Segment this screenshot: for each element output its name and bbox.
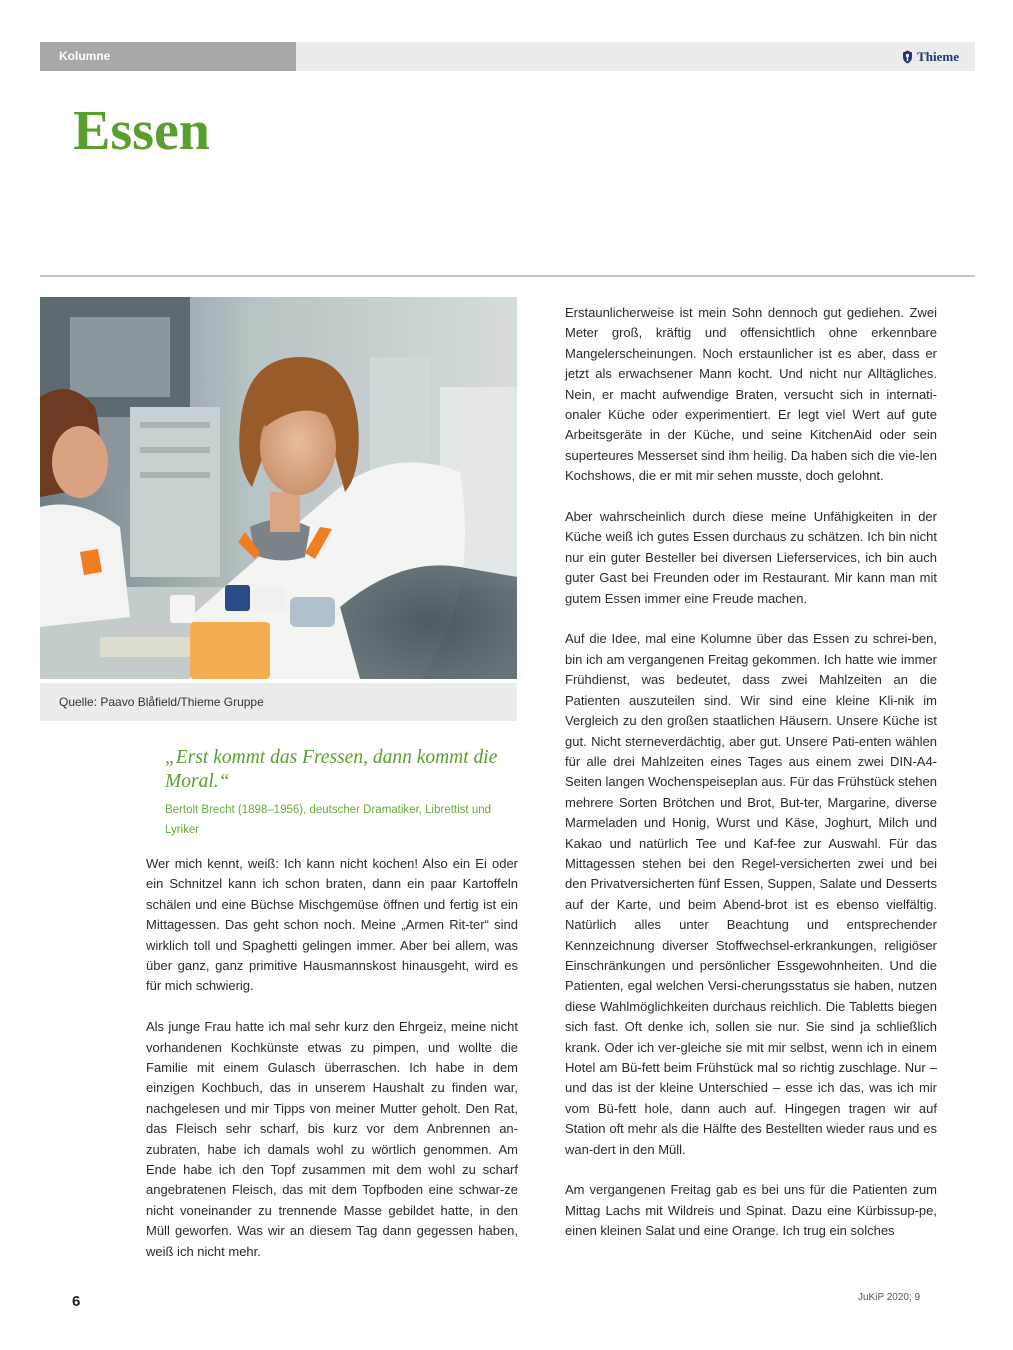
quote-attribution: Bertolt Brecht (1898–1956), deutscher Dramatiker, Librettist und Lyriker	[165, 804, 492, 836]
article-column-left	[146, 854, 518, 1283]
header-bar	[40, 42, 975, 71]
image-caption: Quelle: Paavo Blåfield/Thieme Gruppe	[40, 683, 517, 721]
quote-text: „Erst kommt das Fressen, dann kommt die Moral.“	[165, 747, 498, 792]
paragraph: Wer mich kennt, weiß: Ich kann nicht kochen! Also ein Ei oder ein Schnitzel kann ich schon braten, dann ein paar Kartoffeln schälen und eine Büchse Mischgemüse öffnen und fertig ist ein Mittagessen. Das geht schon noch. Meine „Armen Rit-ter“ sind wirklich toll und Spaghetti gelingen immer. Aber bei allem, was über ganz, ganz primitive Hausmannskost hinausgeht, wird es für mich schwierig.	[146, 856, 518, 994]
paragraph: Aber wahrscheinlich durch diese meine Unfähigkeiten in der Küche weiß ich gutes Essen durchaus zu schätzen. Ich bin nicht nur ein guter Besteller bei diversen Lieferservices, ich bin auch guter Gast bei Freunden oder im Restaurant. Mir kann man mit gutem Essen immer eine Freude machen.	[565, 509, 937, 606]
paragraph: Als junge Frau hatte ich mal sehr kurz den Ehrgeiz, meine nicht vorhandenen Kochkünste etwas zu pimpen, und wollte die Familie mit einem Gulasch überraschen. Ich habe in dem einzigen Kochbuch, das in unserem Haushalt zu finden war, nachgelesen und mir Tipps von meiner Mutter geholt. Den Rat, das Fleisch sehr scharf, bis kurz vor dem Anbrennen an-zubraten, habe ich damals wohl zu wörtlich genommen. Am Ende habe ich den Topf zusammen mit dem wohl zu scharf angebratenen Fleisch, das mit dem Topfboden eine schwar-ze nicht voneinander zu trennende Masse gebildet hatte, in den Müll geworfen. Was wir an diesem Tag dann gegessen haben, weiß ich nicht mehr.	[146, 1019, 518, 1259]
pull-quote	[165, 746, 515, 840]
journal-reference: JuKiP 2020; 9	[858, 1292, 921, 1303]
page-number: 6	[72, 1293, 81, 1310]
article-column-right	[565, 303, 937, 1262]
thieme-logo-icon	[902, 50, 913, 64]
paragraph: Erstaunlicherweise ist mein Sohn dennoch gut gediehen. Zwei Meter groß, kräftig und offensichtlich ohne erkennbare Mangelerscheinungen. Noch erstaunlicher ist es aber, dass er jetzt als erwachsener Mann kocht. Und nicht nur Alltägliches. Nein, er macht aufwendige Braten, versucht sich in internati-onaler Küche oder experimentiert. Er legt viel Wert auf gute Arbeitsgeräte in der Küche, und seine KitchenAid oder sein superteures Messerset sind ihm heilig. Da haben sich die vie-len Kochshows, die er mit mir sehen musste, doch gelohnt.	[565, 305, 937, 484]
section-label: Kolumne	[40, 42, 296, 71]
article-title: Essen	[73, 100, 210, 162]
publisher-name: Thieme	[917, 48, 959, 64]
paragraph: Auf die Idee, mal eine Kolumne über das Essen zu schrei-ben, bin ich am vergangenen Freitag gekommen. Ich hatte wie immer Frühdienst, was bedeutet, dass zwei Mahlzeiten an die Patienten auszuteilen sind. Wir sind eine kleine Kli-nik im Vergleich zu den großen staatlichen Häusern. Unsere Küche ist gut. Nicht sterneverdächtig, aber gut. Unsere Pati-enten wählen für alle drei Mahlzeiten eines Tages aus einem zwei DIN-A4-Seiten langen Wochenspeiseplan aus. Für das Frühstück stehen mehrere Sorten Brötchen und Brot, But-ter, Margarine, diverse Marmeladen und Honig, Wurst und Käse, Joghurt, Milch und Kakao und natürlich Tee und Kaf-fee zur Auswahl. Für das Mittagessen stehen bei den Regel-versicherten zwei und bei den Privatversicherten fünf Essen, Suppen, Salate und Desserts auf der Karte, und beim Abend-brot ist es ebenso vielfältig. Natürlich alles unter Beachtung und entsprechender Kennzeichnung diverser Stoffwechsel-erkrankungen, religiöser Einschränkungen und persönlicher Essgewohnheiten. Und die Patienten, egal welchen Versi-cherungsstatus sie haben, nutzen diese Wahlmöglichkeiten durchaus reichlich. Die Tabletts biegen sich fast. Oft denke ich, sollen sie nur. Sie sind ja schließlich krank. Oder ich ver-gleiche sie mit mir selbst, wenn ich in einem Hotel am Bü-fett beim Frühstück mal so richtig zuschlage. Nur – und das ist der kleine Unterschied – esse ich das, was ich mir vom Bü-fett hole, dann auch auf. Hingegen tragen wir auf Station oft mehr als die Hälfte des Bestellten wieder raus und es wan-dert in den Müll.	[565, 631, 937, 1157]
publisher-logo[interactable]	[902, 42, 959, 71]
title-divider	[40, 275, 975, 277]
article-photo	[40, 297, 517, 679]
paragraph: Am vergangenen Freitag gab es bei uns für die Patienten zum Mittag Lachs mit Wildreis und Spinat. Dazu eine Kürbissup-pe, einen kleinen Salat und eine Orange. Ich trug ein solches	[565, 1182, 937, 1239]
